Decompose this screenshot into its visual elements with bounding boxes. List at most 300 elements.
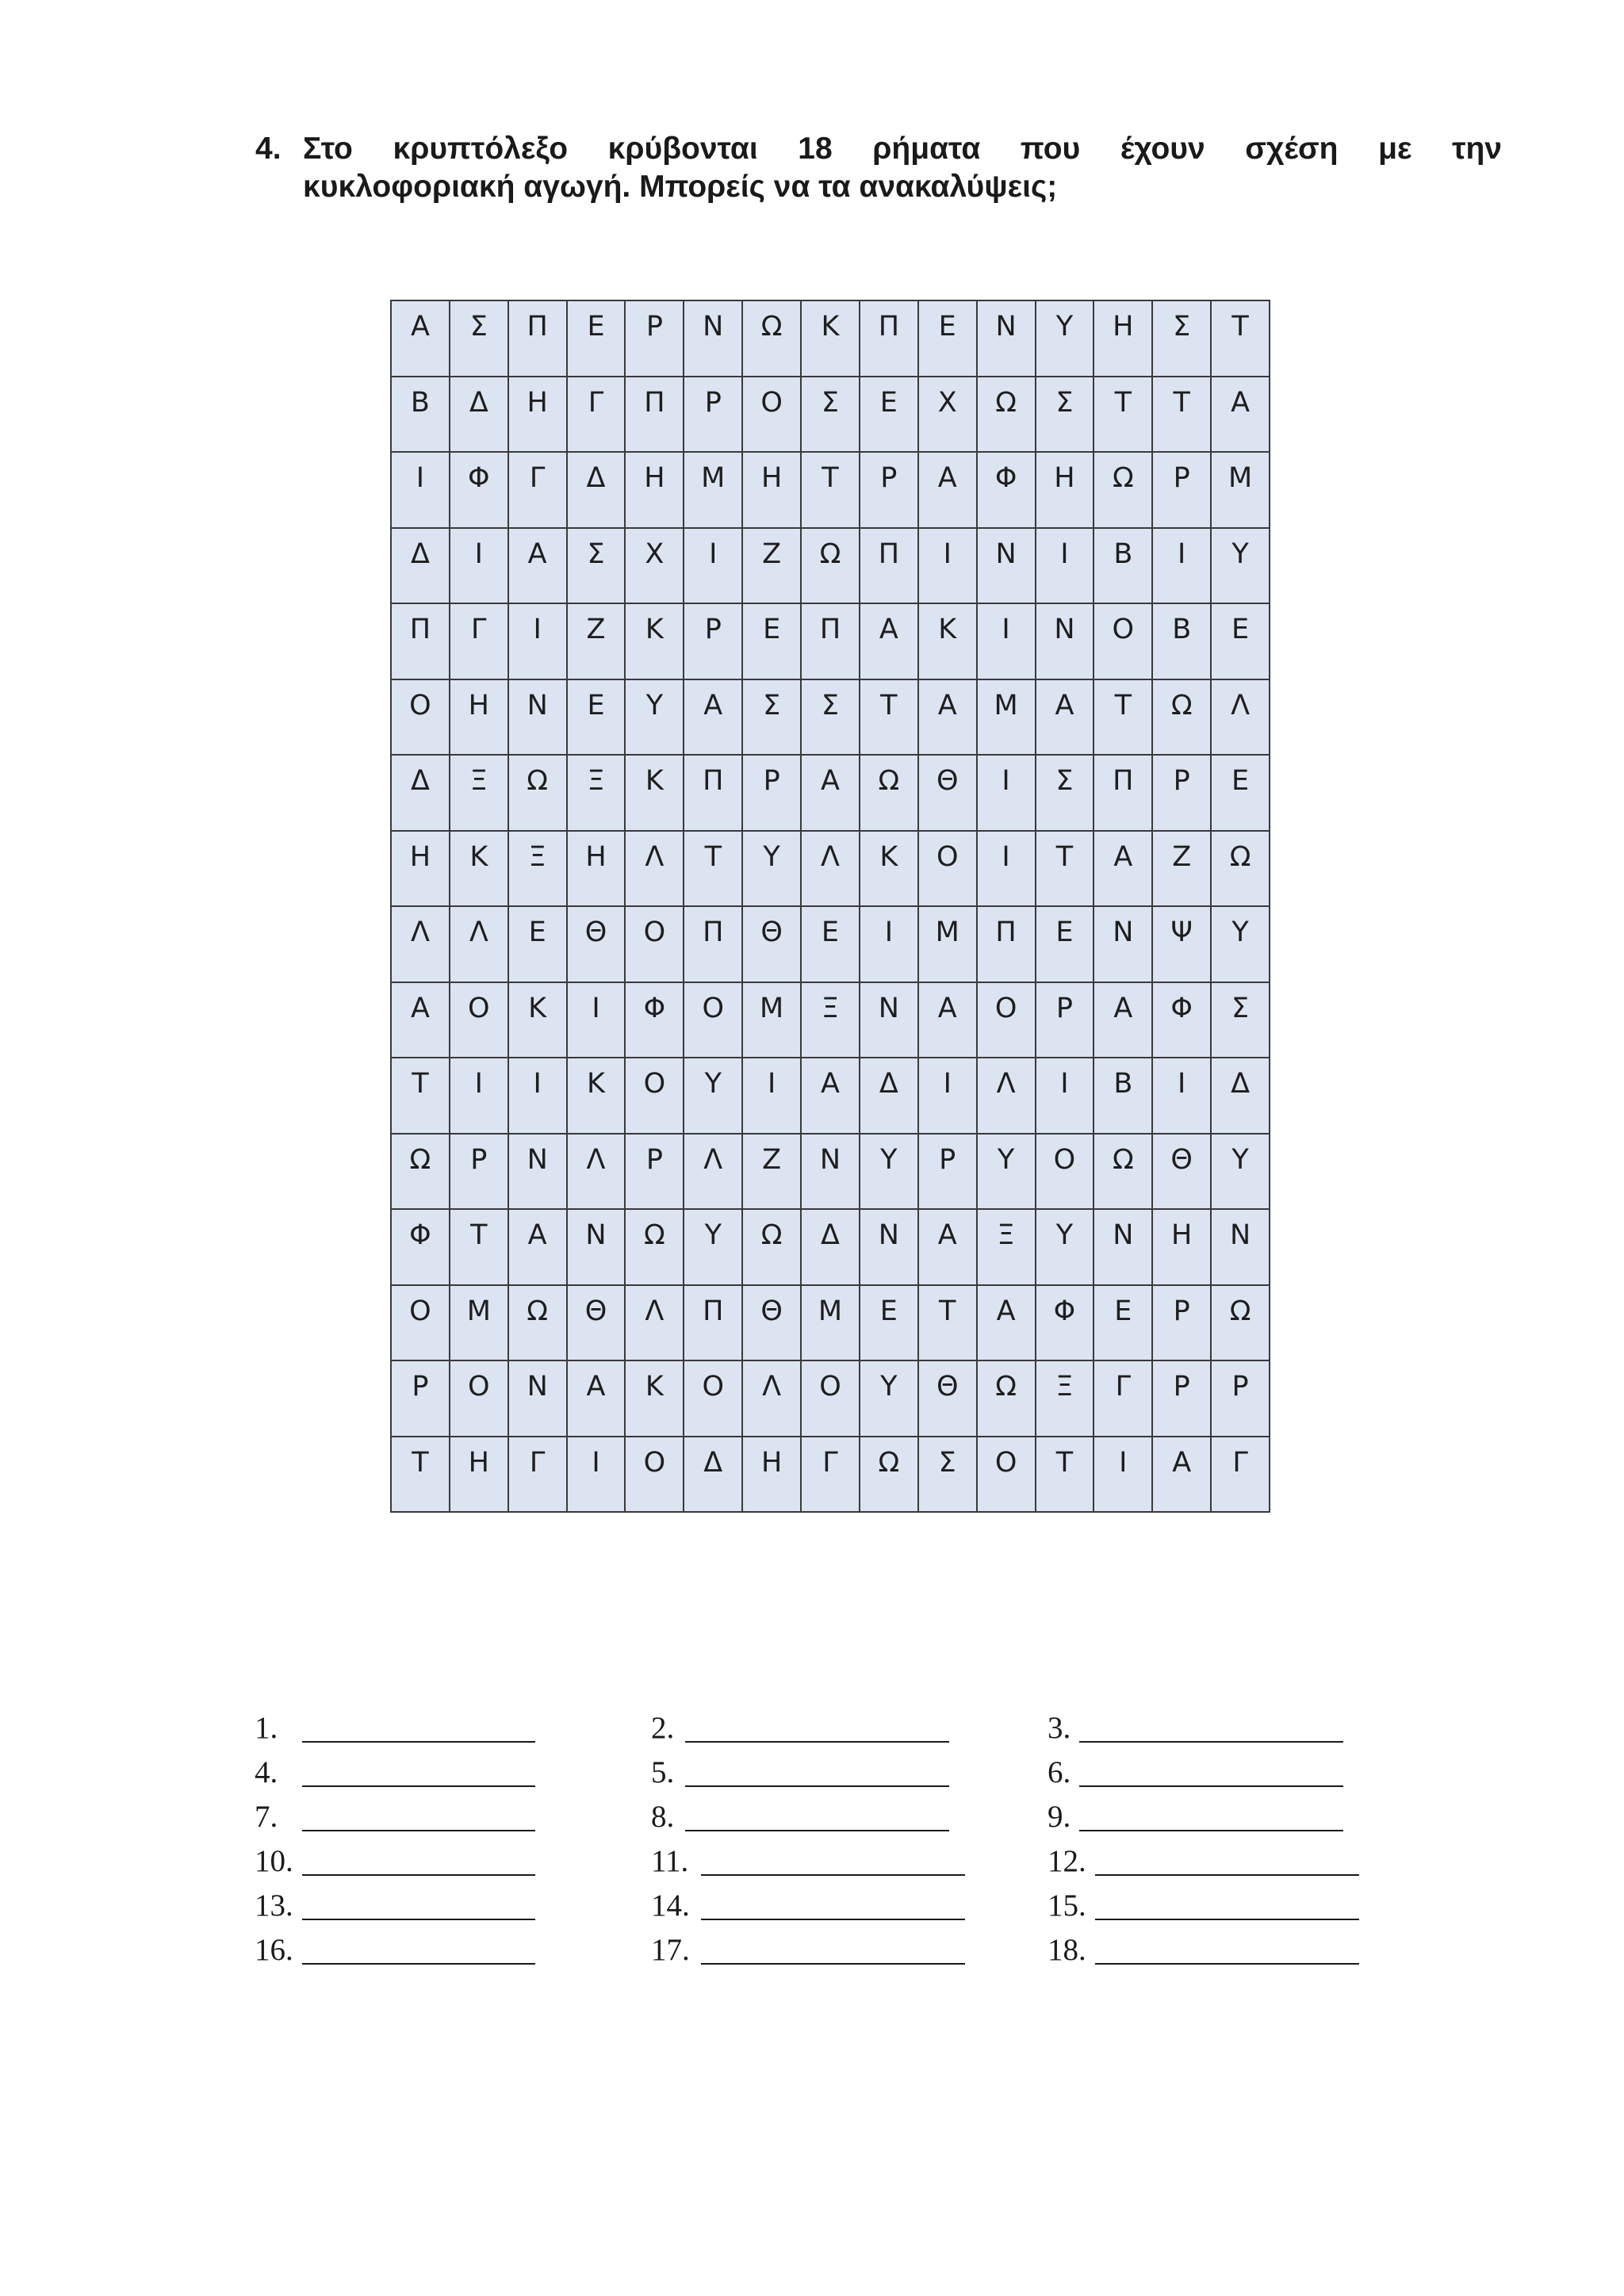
answer-row <box>0 1795 1624 1839</box>
grid-cell: Μ <box>743 983 802 1059</box>
grid-cell: Η <box>509 377 568 453</box>
grid-cell: Ο <box>450 1361 509 1437</box>
grid-cell: Φ <box>392 1210 450 1286</box>
grid-cell: Δ <box>392 756 450 832</box>
grid-cell: Σ <box>919 1437 978 1513</box>
grid-cell: Ρ <box>1153 453 1212 529</box>
answer-number: 8. <box>651 1800 675 1834</box>
grid-cell: Ι <box>978 604 1036 680</box>
grid-cell: Ω <box>509 1286 568 1362</box>
grid-cell: Υ <box>626 680 684 756</box>
answer-number: 12. <box>1048 1844 1086 1878</box>
answer-number: 4. <box>255 1755 278 1789</box>
grid-cell: Φ <box>626 983 684 1059</box>
grid-cell: Δ <box>860 1058 919 1135</box>
grid-cell: Γ <box>802 1437 860 1513</box>
answer-item <box>651 1795 674 1839</box>
grid-cell: Ν <box>1212 1210 1270 1286</box>
grid-cell: Τ <box>392 1437 450 1513</box>
answer-item <box>1048 1884 1086 1928</box>
grid-cell: Η <box>1094 301 1153 377</box>
answer-blank-line[interactable] <box>1079 1785 1343 1787</box>
answer-blank-line[interactable] <box>1095 1963 1359 1965</box>
grid-cell: Λ <box>743 1361 802 1437</box>
grid-cell: Θ <box>919 756 978 832</box>
answer-number: 14. <box>651 1888 690 1923</box>
grid-cell: Ι <box>568 1437 626 1513</box>
grid-cell: Σ <box>743 680 802 756</box>
grid-cell: Α <box>919 1210 978 1286</box>
grid-cell: Κ <box>450 832 509 908</box>
grid-cell: Ω <box>802 529 860 605</box>
grid-cell: Ξ <box>450 756 509 832</box>
grid-cell: Ζ <box>743 529 802 605</box>
grid-cell: Θ <box>743 1286 802 1362</box>
grid-cell: Ο <box>919 832 978 908</box>
grid-cell: Ο <box>626 1058 684 1135</box>
grid-cell: Λ <box>392 907 450 983</box>
answer-number: 9. <box>1048 1800 1071 1834</box>
grid-cell: Ε <box>1094 1286 1153 1362</box>
grid-cell: Κ <box>568 1058 626 1135</box>
grid-cell: Υ <box>743 832 802 908</box>
answer-blank-line[interactable] <box>302 1785 535 1787</box>
grid-cell: Ν <box>684 301 743 377</box>
grid-cell: Υ <box>1212 1135 1270 1211</box>
answer-number: 2. <box>651 1711 675 1745</box>
question-line-1: Στο κρυπτόλεξο κρύβονται 18 ρήματα που έχουν σχέση με την <box>303 132 1502 166</box>
grid-cell: Λ <box>1212 680 1270 756</box>
grid-cell: Ο <box>684 1361 743 1437</box>
grid-cell: Σ <box>568 529 626 605</box>
answer-item <box>1048 1751 1071 1795</box>
grid-cell: Ρ <box>919 1135 978 1211</box>
grid-cell: Ι <box>860 907 919 983</box>
grid-cell: Ρ <box>626 1135 684 1211</box>
grid-cell: Τ <box>1036 832 1095 908</box>
grid-cell: Μ <box>919 907 978 983</box>
grid-cell: Υ <box>1212 529 1270 605</box>
grid-cell: Ν <box>978 529 1036 605</box>
grid-cell: Κ <box>626 1361 684 1437</box>
grid-cell: Τ <box>450 1210 509 1286</box>
answer-item <box>1048 1706 1071 1751</box>
grid-cell: Ι <box>978 756 1036 832</box>
grid-cell: Ο <box>743 377 802 453</box>
grid-cell: Ρ <box>450 1135 509 1211</box>
grid-cell: Π <box>684 907 743 983</box>
grid-cell: Α <box>509 1210 568 1286</box>
grid-cell: Π <box>684 756 743 832</box>
grid-cell: Ν <box>860 1210 919 1286</box>
grid-cell: Ε <box>802 907 860 983</box>
grid-cell: Α <box>568 1361 626 1437</box>
grid-cell: Η <box>450 680 509 756</box>
grid-cell: Π <box>626 377 684 453</box>
exercise-question <box>255 130 1502 206</box>
answer-number: 6. <box>1048 1755 1071 1789</box>
grid-cell: Α <box>919 680 978 756</box>
grid-cell: Η <box>1036 453 1095 529</box>
grid-cell: Γ <box>1094 1361 1153 1437</box>
grid-cell: Ξ <box>1036 1361 1095 1437</box>
grid-cell: Τ <box>1212 301 1270 377</box>
grid-cell: Ο <box>978 1437 1036 1513</box>
grid-cell: Ζ <box>743 1135 802 1211</box>
grid-cell: Μ <box>978 680 1036 756</box>
grid-cell: Φ <box>978 453 1036 529</box>
grid-cell: Σ <box>802 680 860 756</box>
grid-cell: Φ <box>1036 1286 1095 1362</box>
grid-cell: Π <box>860 301 919 377</box>
grid-cell: Α <box>1212 377 1270 453</box>
answer-blank-line[interactable] <box>701 1874 965 1876</box>
grid-cell: Δ <box>684 1437 743 1513</box>
grid-cell: Υ <box>860 1361 919 1437</box>
grid-cell: Δ <box>392 529 450 605</box>
grid-cell: Α <box>978 1286 1036 1362</box>
answer-row <box>0 1706 1624 1751</box>
grid-cell: Ο <box>978 983 1036 1059</box>
grid-cell: Θ <box>568 907 626 983</box>
grid-cell: Ω <box>1094 1135 1153 1211</box>
grid-cell: Ξ <box>802 983 860 1059</box>
answer-blank-line[interactable] <box>685 1741 949 1743</box>
grid-cell: Γ <box>509 453 568 529</box>
grid-cell: Κ <box>860 832 919 908</box>
grid-cell: Ρ <box>1153 1286 1212 1362</box>
grid-cell: Α <box>1094 983 1153 1059</box>
grid-cell: Α <box>1094 832 1153 908</box>
grid-cell: Λ <box>450 907 509 983</box>
grid-cell: Ι <box>1036 529 1095 605</box>
grid-cell: Ω <box>626 1210 684 1286</box>
answer-blank-line[interactable] <box>1079 1830 1343 1831</box>
grid-cell: Α <box>392 983 450 1059</box>
grid-cell: Ν <box>1036 604 1095 680</box>
grid-cell: Κ <box>509 983 568 1059</box>
answer-row <box>0 1839 1624 1884</box>
grid-cell: Ν <box>509 1135 568 1211</box>
grid-cell: Κ <box>626 756 684 832</box>
grid-cell: Ξ <box>978 1210 1036 1286</box>
grid-cell: Ο <box>802 1361 860 1437</box>
answer-number: 11. <box>651 1844 689 1878</box>
grid-cell: Τ <box>684 832 743 908</box>
grid-cell: Σ <box>802 377 860 453</box>
grid-cell: Λ <box>684 1135 743 1211</box>
grid-cell: Ω <box>392 1135 450 1211</box>
grid-cell: Τ <box>919 1286 978 1362</box>
grid-cell: Ι <box>919 529 978 605</box>
grid-cell: Η <box>743 453 802 529</box>
grid-cell: Ο <box>392 680 450 756</box>
grid-cell: Ε <box>509 907 568 983</box>
grid-cell: Φ <box>1153 983 1212 1059</box>
answer-blank-line[interactable] <box>302 1741 535 1743</box>
grid-cell: Ε <box>568 301 626 377</box>
grid-cell: Θ <box>919 1361 978 1437</box>
grid-cell: Τ <box>1094 680 1153 756</box>
grid-cell: Ι <box>743 1058 802 1135</box>
answer-item <box>255 1839 293 1884</box>
grid-cell: Β <box>1094 529 1153 605</box>
word-search-grid <box>390 300 1270 1513</box>
grid-cell: Ι <box>450 529 509 605</box>
grid-cell: Ι <box>509 604 568 680</box>
grid-cell: Σ <box>450 301 509 377</box>
grid-cell: Κ <box>919 604 978 680</box>
answer-row <box>0 1928 1624 1973</box>
grid-cell: Ο <box>1094 604 1153 680</box>
answer-number: 17. <box>651 1933 690 1967</box>
grid-cell: Ρ <box>684 604 743 680</box>
grid-cell: Δ <box>568 453 626 529</box>
grid-cell: Θ <box>743 907 802 983</box>
answer-blank-line[interactable] <box>701 1919 965 1920</box>
grid-cell: Γ <box>568 377 626 453</box>
grid-cell: Ν <box>978 301 1036 377</box>
grid-cell: Γ <box>509 1437 568 1513</box>
grid-cell: Ρ <box>1153 756 1212 832</box>
grid-cell: Ρ <box>1036 983 1095 1059</box>
grid-cell: Υ <box>684 1210 743 1286</box>
grid-cell: Η <box>450 1437 509 1513</box>
grid-cell: Ε <box>568 680 626 756</box>
grid-cell: Ρ <box>1153 1361 1212 1437</box>
grid-cell: Ρ <box>1212 1361 1270 1437</box>
answer-blank-line[interactable] <box>302 1963 535 1965</box>
answer-number: 13. <box>255 1888 293 1923</box>
answer-item <box>651 1928 690 1973</box>
grid-cell: Σ <box>1036 377 1095 453</box>
grid-cell: Ε <box>919 301 978 377</box>
grid-cell: Ε <box>743 604 802 680</box>
grid-cell: Ζ <box>1153 832 1212 908</box>
answer-item <box>255 1928 293 1973</box>
grid-cell: Ζ <box>568 604 626 680</box>
answer-blank-line[interactable] <box>701 1963 965 1965</box>
grid-cell: Τ <box>802 453 860 529</box>
answer-blank-line[interactable] <box>302 1874 535 1876</box>
grid-cell: Ι <box>1153 529 1212 605</box>
answer-item <box>651 1751 674 1795</box>
grid-cell: Ρ <box>684 377 743 453</box>
answer-item <box>651 1839 688 1884</box>
grid-cell: Ι <box>568 983 626 1059</box>
grid-cell: Ν <box>802 1135 860 1211</box>
grid-cell: Υ <box>1036 1210 1095 1286</box>
grid-cell: Ρ <box>860 453 919 529</box>
grid-cell: Α <box>802 756 860 832</box>
grid-cell: Ν <box>568 1210 626 1286</box>
grid-cell: Μ <box>684 453 743 529</box>
grid-cell: Κ <box>802 301 860 377</box>
answer-number: 15. <box>1048 1888 1086 1923</box>
grid-cell: Λ <box>978 1058 1036 1135</box>
grid-cell: Α <box>919 983 978 1059</box>
grid-cell: Ω <box>743 301 802 377</box>
grid-cell: Α <box>509 529 568 605</box>
answer-blank-line[interactable] <box>685 1830 949 1831</box>
grid-cell: Ι <box>919 1058 978 1135</box>
answer-row <box>0 1884 1624 1928</box>
grid-cell: Γ <box>450 604 509 680</box>
answer-item <box>1048 1795 1071 1839</box>
grid-cell: Λ <box>626 832 684 908</box>
grid-cell: Δ <box>450 377 509 453</box>
answer-number: 16. <box>255 1933 293 1967</box>
grid-cell: Υ <box>1212 907 1270 983</box>
answer-number: 5. <box>651 1755 675 1789</box>
grid-cell: Ι <box>1153 1058 1212 1135</box>
answer-item <box>651 1884 690 1928</box>
grid-cell: Χ <box>919 377 978 453</box>
grid-cell: Α <box>1153 1437 1212 1513</box>
grid-cell: Π <box>392 604 450 680</box>
grid-cell: Υ <box>1036 301 1095 377</box>
grid-cell: Υ <box>860 1135 919 1211</box>
grid-cell: Ν <box>509 1361 568 1437</box>
grid-cell: Ξ <box>509 832 568 908</box>
grid-cell: Ω <box>1153 680 1212 756</box>
grid-cell: Μ <box>1212 453 1270 529</box>
grid-cell: Ε <box>1036 907 1095 983</box>
answer-blank-line[interactable] <box>1095 1919 1359 1920</box>
grid-cell: Ρ <box>392 1361 450 1437</box>
grid-cell: Α <box>802 1058 860 1135</box>
grid-cell: Ι <box>509 1058 568 1135</box>
grid-cell: Η <box>392 832 450 908</box>
grid-cell: Ν <box>1094 1210 1153 1286</box>
grid-cell: Λ <box>802 832 860 908</box>
grid-cell: Ρ <box>743 756 802 832</box>
grid-cell: Ω <box>860 756 919 832</box>
grid-cell: Ω <box>978 377 1036 453</box>
grid-cell: Χ <box>626 529 684 605</box>
grid-cell: Ο <box>450 983 509 1059</box>
grid-cell: Η <box>568 832 626 908</box>
grid-cell: Ι <box>392 453 450 529</box>
answer-blank-line[interactable] <box>1095 1874 1359 1876</box>
answer-item <box>1048 1839 1086 1884</box>
grid-cell: Η <box>1153 1210 1212 1286</box>
grid-cell: Ι <box>1036 1058 1095 1135</box>
answer-number: 3. <box>1048 1711 1071 1745</box>
grid-cell: Τ <box>1153 377 1212 453</box>
grid-cell: Ψ <box>1153 907 1212 983</box>
grid-cell: Λ <box>626 1286 684 1362</box>
answer-blank-line[interactable] <box>302 1919 535 1920</box>
grid-cell: Α <box>1036 680 1095 756</box>
grid-cell: Ι <box>684 529 743 605</box>
grid-cell: Σ <box>1153 301 1212 377</box>
grid-cell: Δ <box>1212 1058 1270 1135</box>
grid-cell: Σ <box>1212 983 1270 1059</box>
grid-cell: Π <box>802 604 860 680</box>
grid-cell: Φ <box>450 453 509 529</box>
grid-cell: Α <box>860 604 919 680</box>
question-number: 4. <box>255 132 282 166</box>
answer-blank-line[interactable] <box>685 1785 949 1787</box>
grid-cell: Κ <box>626 604 684 680</box>
grid-cell: Π <box>860 529 919 605</box>
grid-cell: Μ <box>450 1286 509 1362</box>
grid-cell: Τ <box>860 680 919 756</box>
grid-cell: Π <box>684 1286 743 1362</box>
grid-cell: Ε <box>1212 756 1270 832</box>
grid-cell: Ω <box>743 1210 802 1286</box>
answer-number: 10. <box>255 1844 293 1878</box>
answer-blank-line[interactable] <box>1079 1741 1343 1743</box>
grid-cell: Ξ <box>568 756 626 832</box>
answer-item <box>1048 1928 1086 1973</box>
answer-item <box>255 1751 278 1795</box>
grid-cell: Ω <box>509 756 568 832</box>
grid-cell: Ω <box>1094 453 1153 529</box>
grid-cell: Τ <box>1036 1437 1095 1513</box>
grid-cell: Ο <box>626 907 684 983</box>
grid-cell: Η <box>743 1437 802 1513</box>
grid-cell: Τ <box>1094 377 1153 453</box>
grid-cell: Ν <box>1094 907 1153 983</box>
grid-cell: Ε <box>1212 604 1270 680</box>
answer-row <box>0 1751 1624 1795</box>
answer-item <box>651 1706 674 1751</box>
grid-cell: Ε <box>860 377 919 453</box>
grid-cell: Ι <box>450 1058 509 1135</box>
grid-cell: Υ <box>978 1135 1036 1211</box>
grid-cell: Μ <box>802 1286 860 1362</box>
grid-cell: Ο <box>392 1286 450 1362</box>
grid-cell: Ω <box>860 1437 919 1513</box>
grid-cell: Ο <box>626 1437 684 1513</box>
grid-cell: Τ <box>392 1058 450 1135</box>
grid-cell: Β <box>392 377 450 453</box>
grid-cell: Ο <box>684 983 743 1059</box>
grid-cell: Η <box>626 453 684 529</box>
grid-cell: Ι <box>978 832 1036 908</box>
grid-cell: Ε <box>860 1286 919 1362</box>
answer-number: 18. <box>1048 1933 1086 1967</box>
grid-cell: Λ <box>568 1135 626 1211</box>
grid-cell: Ο <box>1036 1135 1095 1211</box>
grid-cell: Π <box>509 301 568 377</box>
grid-cell: Π <box>1094 756 1153 832</box>
answer-number: 1. <box>255 1711 278 1745</box>
grid-cell: Ν <box>860 983 919 1059</box>
grid-cell: Ρ <box>626 301 684 377</box>
grid-cell: Υ <box>684 1058 743 1135</box>
grid-cell: Ι <box>1094 1437 1153 1513</box>
answer-blank-line[interactable] <box>302 1830 535 1831</box>
answer-item <box>255 1706 278 1751</box>
grid-cell: Σ <box>1036 756 1095 832</box>
answer-item <box>255 1795 278 1839</box>
grid-cell: Β <box>1094 1058 1153 1135</box>
grid-cell: Ω <box>978 1361 1036 1437</box>
answer-item <box>255 1884 293 1928</box>
grid-cell: Ν <box>509 680 568 756</box>
grid-cell: Γ <box>1212 1437 1270 1513</box>
grid-cell: Ω <box>1212 1286 1270 1362</box>
grid-cell: Α <box>919 453 978 529</box>
grid-cell: Α <box>392 301 450 377</box>
grid-cell: Α <box>684 680 743 756</box>
grid-cell: Θ <box>568 1286 626 1362</box>
grid-cell: Β <box>1153 604 1212 680</box>
grid-cell: Ω <box>1212 832 1270 908</box>
